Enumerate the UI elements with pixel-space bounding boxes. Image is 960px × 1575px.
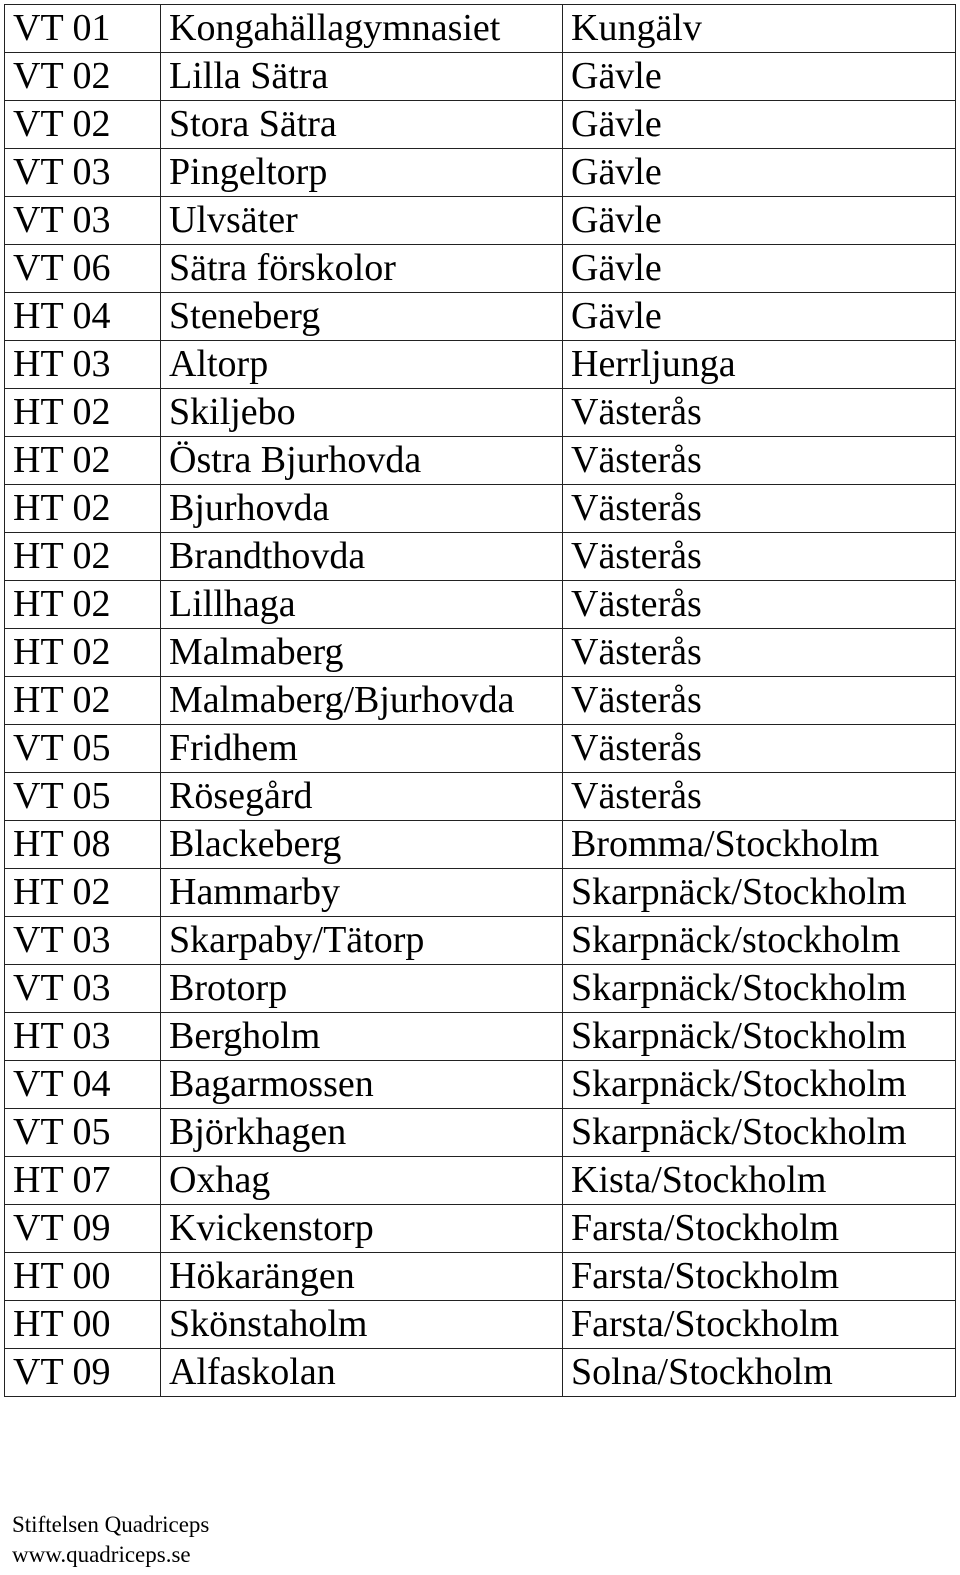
school-cell: Skiljebo bbox=[161, 389, 563, 437]
city-cell: Farsta/Stockholm bbox=[563, 1253, 956, 1301]
city-cell: Skarpnäck/Stockholm bbox=[563, 1061, 956, 1109]
school-cell: Brotorp bbox=[161, 965, 563, 1013]
term-cell: HT 02 bbox=[5, 437, 161, 485]
table-row bbox=[5, 629, 956, 677]
table-row bbox=[5, 389, 956, 437]
school-cell: Kvickenstorp bbox=[161, 1205, 563, 1253]
table-row bbox=[5, 149, 956, 197]
city-cell: Gävle bbox=[563, 197, 956, 245]
table-row bbox=[5, 1301, 956, 1349]
city-cell: Farsta/Stockholm bbox=[563, 1205, 956, 1253]
table-row bbox=[5, 821, 956, 869]
table-row bbox=[5, 965, 956, 1013]
city-cell: Farsta/Stockholm bbox=[563, 1301, 956, 1349]
term-cell: HT 02 bbox=[5, 533, 161, 581]
term-cell: HT 00 bbox=[5, 1253, 161, 1301]
table-row bbox=[5, 245, 956, 293]
school-cell: Oxhag bbox=[161, 1157, 563, 1205]
school-cell: Pingeltorp bbox=[161, 149, 563, 197]
city-cell: Gävle bbox=[563, 245, 956, 293]
table-row bbox=[5, 917, 956, 965]
school-cell: Kongahällagymnasiet bbox=[161, 5, 563, 53]
term-cell: HT 02 bbox=[5, 677, 161, 725]
city-cell: Västerås bbox=[563, 725, 956, 773]
school-cell: Sätra förskolor bbox=[161, 245, 563, 293]
term-cell: VT 09 bbox=[5, 1205, 161, 1253]
table-row bbox=[5, 773, 956, 821]
school-cell: Alfaskolan bbox=[161, 1349, 563, 1397]
footer-website-link[interactable]: www.quadriceps.se bbox=[12, 1542, 191, 1567]
table-row bbox=[5, 725, 956, 773]
term-cell: HT 07 bbox=[5, 1157, 161, 1205]
term-cell: VT 03 bbox=[5, 197, 161, 245]
school-cell: Östra Bjurhovda bbox=[161, 437, 563, 485]
footer bbox=[12, 1510, 209, 1570]
table-row bbox=[5, 1205, 956, 1253]
table-row bbox=[5, 197, 956, 245]
city-cell: Skarpnäck/Stockholm bbox=[563, 1013, 956, 1061]
school-cell: Bjurhovda bbox=[161, 485, 563, 533]
term-cell: VT 05 bbox=[5, 725, 161, 773]
term-cell: VT 02 bbox=[5, 53, 161, 101]
data-table bbox=[4, 4, 956, 1397]
school-cell: Lilla Sätra bbox=[161, 53, 563, 101]
school-cell: Hökarängen bbox=[161, 1253, 563, 1301]
table-row bbox=[5, 341, 956, 389]
table-row bbox=[5, 1109, 956, 1157]
table-row bbox=[5, 437, 956, 485]
city-cell: Skarpnäck/Stockholm bbox=[563, 965, 956, 1013]
table-body bbox=[5, 5, 956, 1397]
city-cell: Gävle bbox=[563, 101, 956, 149]
school-cell: Brandthovda bbox=[161, 533, 563, 581]
city-cell: Skarpnäck/stockholm bbox=[563, 917, 956, 965]
term-cell: HT 00 bbox=[5, 1301, 161, 1349]
table-row bbox=[5, 293, 956, 341]
school-cell: Björkhagen bbox=[161, 1109, 563, 1157]
table-row bbox=[5, 869, 956, 917]
school-cell: Malmaberg/Bjurhovda bbox=[161, 677, 563, 725]
city-cell: Herrljunga bbox=[563, 341, 956, 389]
city-cell: Bromma/Stockholm bbox=[563, 821, 956, 869]
footer-organization: Stiftelsen Quadriceps bbox=[12, 1512, 210, 1537]
school-cell: Lillhaga bbox=[161, 581, 563, 629]
city-cell: Västerås bbox=[563, 629, 956, 677]
term-cell: HT 03 bbox=[5, 341, 161, 389]
term-cell: VT 05 bbox=[5, 1109, 161, 1157]
table-row bbox=[5, 5, 956, 53]
school-cell: Ulvsäter bbox=[161, 197, 563, 245]
city-cell: Västerås bbox=[563, 677, 956, 725]
city-cell: Gävle bbox=[563, 293, 956, 341]
city-cell: Västerås bbox=[563, 773, 956, 821]
city-cell: Västerås bbox=[563, 437, 956, 485]
term-cell: VT 02 bbox=[5, 101, 161, 149]
table-row bbox=[5, 677, 956, 725]
school-cell: Bergholm bbox=[161, 1013, 563, 1061]
term-cell: HT 02 bbox=[5, 581, 161, 629]
term-cell: VT 03 bbox=[5, 965, 161, 1013]
term-cell: HT 04 bbox=[5, 293, 161, 341]
school-cell: Fridhem bbox=[161, 725, 563, 773]
school-cell: Malmaberg bbox=[161, 629, 563, 677]
school-cell: Bagarmossen bbox=[161, 1061, 563, 1109]
term-cell: VT 05 bbox=[5, 773, 161, 821]
table-row bbox=[5, 101, 956, 149]
school-cell: Rösegård bbox=[161, 773, 563, 821]
table-row bbox=[5, 581, 956, 629]
school-cell: Stora Sätra bbox=[161, 101, 563, 149]
table-row bbox=[5, 1349, 956, 1397]
term-cell: HT 08 bbox=[5, 821, 161, 869]
city-cell: Solna/Stockholm bbox=[563, 1349, 956, 1397]
table-row bbox=[5, 485, 956, 533]
city-cell: Skarpnäck/Stockholm bbox=[563, 869, 956, 917]
term-cell: VT 06 bbox=[5, 245, 161, 293]
school-cell: Blackeberg bbox=[161, 821, 563, 869]
school-cell: Altorp bbox=[161, 341, 563, 389]
city-cell: Gävle bbox=[563, 149, 956, 197]
school-cell: Steneberg bbox=[161, 293, 563, 341]
term-cell: HT 03 bbox=[5, 1013, 161, 1061]
school-cell: Skönstaholm bbox=[161, 1301, 563, 1349]
term-cell: HT 02 bbox=[5, 629, 161, 677]
table-row bbox=[5, 533, 956, 581]
term-cell: HT 02 bbox=[5, 485, 161, 533]
table-row bbox=[5, 1253, 956, 1301]
city-cell: Västerås bbox=[563, 389, 956, 437]
city-cell: Kista/Stockholm bbox=[563, 1157, 956, 1205]
city-cell: Gävle bbox=[563, 53, 956, 101]
table-row bbox=[5, 1013, 956, 1061]
term-cell: VT 04 bbox=[5, 1061, 161, 1109]
city-cell: Skarpnäck/Stockholm bbox=[563, 1109, 956, 1157]
table-row bbox=[5, 1157, 956, 1205]
city-cell: Västerås bbox=[563, 533, 956, 581]
term-cell: VT 01 bbox=[5, 5, 161, 53]
table-row bbox=[5, 53, 956, 101]
term-cell: VT 03 bbox=[5, 149, 161, 197]
city-cell: Västerås bbox=[563, 485, 956, 533]
school-cell: Skarpaby/Tätorp bbox=[161, 917, 563, 965]
term-cell: HT 02 bbox=[5, 869, 161, 917]
term-cell: VT 03 bbox=[5, 917, 161, 965]
table-row bbox=[5, 1061, 956, 1109]
city-cell: Kungälv bbox=[563, 5, 956, 53]
school-cell: Hammarby bbox=[161, 869, 563, 917]
term-cell: VT 09 bbox=[5, 1349, 161, 1397]
term-cell: HT 02 bbox=[5, 389, 161, 437]
city-cell: Västerås bbox=[563, 581, 956, 629]
